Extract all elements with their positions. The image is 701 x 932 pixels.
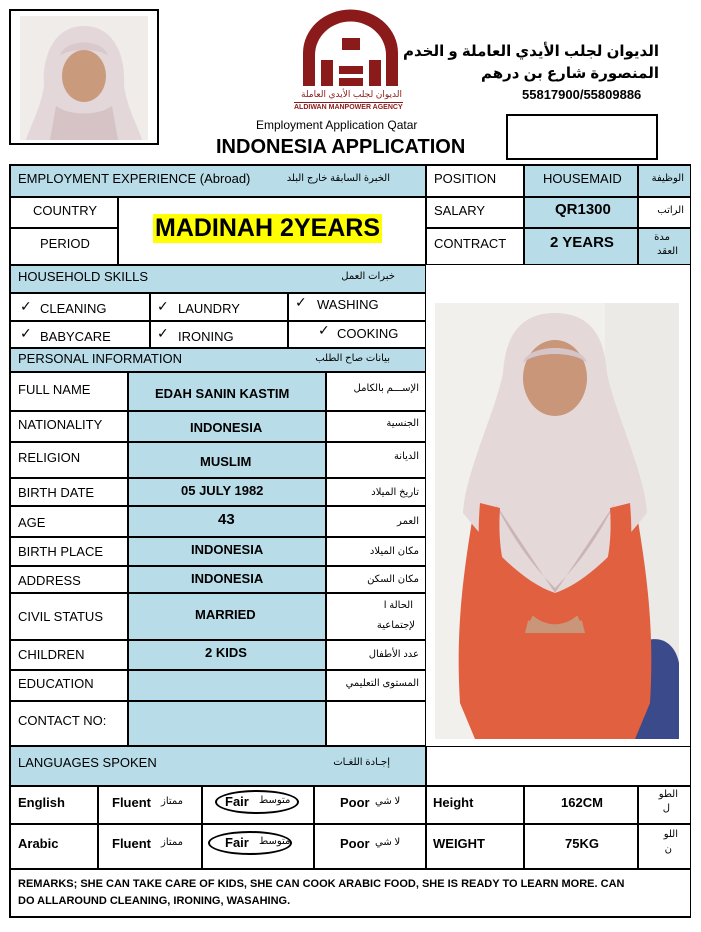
lang-arabic-poor-ar: لا شي [375,837,401,848]
weight-value-cell [524,824,638,869]
row-birth-date-ar [326,478,426,506]
children-value: 2 KIDS [205,645,247,660]
contract-ar-cell [638,228,691,265]
weight-label-ar-2: ن [664,844,672,855]
religion-label: RELIGION [18,450,81,465]
salary-ar-cell [638,197,691,228]
row-religion-value [128,442,326,478]
lang-arabic-fluent: Fluent [112,836,151,851]
agency-logo [293,8,408,113]
row-civil-status-ar [326,593,426,640]
lang-arabic-fluent-cell [98,824,202,869]
row-address-label [10,566,128,593]
row-education-value [128,670,326,701]
agency-phones: 55817900/55809886 [522,87,642,102]
position-value-cell [524,165,638,197]
birth-date-label-ar: تاريخ الميلاد [371,487,419,498]
salary-label-cell [426,197,524,228]
contract-value: 2 YEARS [550,234,614,251]
skill-cleaning-cell [10,293,150,321]
row-religion-ar [326,442,426,478]
skill-washing: WASHING [317,297,379,312]
position-label-ar: الوظيفة [651,173,684,184]
row-full-name-value [128,372,326,411]
lang-arabic-name: Arabic [18,836,59,851]
row-full-name-label [10,372,128,411]
age-value: 43 [218,511,235,528]
lang-english-fair-ar: متوسط [259,795,291,806]
check-icon: ✓ [157,325,169,341]
lang-english-fluent: Fluent [112,795,151,810]
row-civil-status-value [128,593,326,640]
lang-english-name-cell [10,786,98,824]
page-subtitle: Employment Application Qatar [256,118,418,132]
agency-arabic-line2: المنصورة شارع بن درهم [480,65,659,82]
nationality-label-ar: الجنسية [386,418,419,429]
height-label-ar-2: ل [662,803,670,814]
skill-laundry-cell [150,293,288,321]
skill-cooking-cell [288,321,426,348]
small-photo-frame [9,9,159,145]
personal-header [10,348,426,372]
row-nationality-label [10,411,128,442]
salary-label: SALARY [434,203,486,218]
skill-ironing-cell [150,321,288,348]
experience-heading: EMPLOYMENT EXPERIENCE (Abroad) [18,171,251,186]
row-civil-status-label [10,593,128,640]
row-nationality-value [128,411,326,442]
birth-date-value: 05 JULY 1982 [181,483,264,498]
experience-header [10,165,426,197]
period-label: PERIOD [40,236,90,251]
age-label-ar: العمر [397,516,419,527]
birth-place-value: INDONESIA [191,542,264,557]
lang-english-poor-cell [314,786,426,824]
height-label: Height [433,795,474,810]
agency-arabic-line1: الديوان لجلب الأيدي العاملة و الخدم [402,43,659,60]
civil-status-label-ar-1: الحالة ا [383,600,413,611]
lang-arabic-poor-cell [314,824,426,869]
lang-arabic-fair-ar: متوسط [259,836,291,847]
check-icon: ✓ [318,322,330,338]
row-birth-date-value [128,478,326,506]
row-age-label [10,506,128,537]
contact-label: CONTACT NO: [18,713,107,728]
check-icon: ✓ [20,298,32,314]
height-label-ar-1: الطو [658,789,678,800]
period-label-cell [10,228,118,265]
row-children-ar [326,640,426,670]
check-icon: ✓ [20,325,32,341]
religion-value: MUSLIM [200,454,252,469]
experience-heading-ar: الخبرة السابقة خارج البلد [286,173,390,184]
row-religion-label [10,442,128,478]
education-label-ar: المستوى التعليمي [345,678,419,689]
row-contact-label [10,701,128,746]
weight-label-ar-1: اللو [663,829,678,840]
row-age-value [128,506,326,537]
logo-mark-icon [293,8,408,98]
full-name-value: EDAH SANIN KASTIM [155,386,290,401]
address-label: ADDRESS [18,573,81,588]
civil-status-label: CIVIL STATUS [18,609,103,624]
check-icon: ✓ [157,298,169,314]
logo-arabic-text: الديوان لجلب الأيدي العاملة [301,89,402,99]
check-icon: ✓ [295,294,307,310]
row-full-name-ar [326,372,426,411]
lang-english-fluent-cell [98,786,202,824]
row-contact-value [128,701,326,746]
weight-value: 75KG [565,836,599,851]
contract-label-ar-2: العقد [657,246,678,257]
religion-label-ar: الديانة [393,451,419,462]
weight-label-cell [426,824,524,869]
civil-status-value: MARRIED [195,607,256,622]
lang-english-name: English [18,795,65,810]
row-education-ar [326,670,426,701]
row-birth-place-label [10,537,128,566]
lang-arabic-name-cell [10,824,98,869]
skills-heading-ar: خبرات العمل [341,271,395,282]
birth-place-label-ar: مكان الميلاد [369,546,419,557]
lang-english-fair: Fair [225,794,249,809]
skill-ironing: IRONING [178,329,234,344]
country-label: COUNTRY [33,203,98,218]
remarks-line-2: DO ALLAROUND CLEANING, IRONING, WASAHING. [18,895,291,907]
row-birth-date-label [10,478,128,506]
row-age-ar [326,506,426,537]
contract-label-cell [426,228,524,265]
lang-english-fluent-ar: ممتاز [161,796,184,807]
remarks-line-1: REMARKS; SHE CAN TAKE CARE OF KIDS, SHE CAN COOK ARABIC FOOD, SHE IS READY TO LEARN MORE. CAN [18,878,625,890]
address-label-ar: مكان السكن [367,574,419,585]
logo-english-text: ALDIWAN MANPOWER AGENCY [294,104,403,111]
skills-header [10,265,426,293]
full-name-label: FULL NAME [18,382,91,397]
lang-arabic-poor: Poor [340,836,370,851]
contract-label-ar-1: مدة [654,232,670,243]
position-label: POSITION [434,171,497,186]
contract-label: CONTRACT [434,236,507,251]
position-label-cell [426,165,524,197]
address-value: INDONESIA [191,571,264,586]
stamp-box [506,114,658,160]
skill-washing-cell [288,293,426,321]
full-name-label-ar: الإســـم بالكامل [353,383,419,394]
skill-babycare: BABYCARE [40,329,111,344]
page-title: INDONESIA APPLICATION [216,136,466,158]
birth-place-label: BIRTH PLACE [18,544,104,559]
age-label: AGE [18,515,46,530]
children-label-ar: عدد الأطفال [368,649,419,660]
position-ar-cell [638,165,691,197]
lang-arabic-fair-cell [202,824,314,869]
salary-value-cell [524,197,638,228]
nationality-label: NATIONALITY [18,417,103,432]
skills-heading: HOUSEHOLD SKILLS [18,269,149,284]
skill-cooking: COOKING [337,326,399,341]
applicant-small-photo [20,16,148,140]
salary-label-ar: الراتب [657,205,684,216]
lang-english-poor: Poor [340,795,370,810]
row-birth-place-value [128,537,326,566]
personal-heading-ar: بيانات صاح الطلب [315,353,390,364]
row-contact-ar [326,701,426,746]
row-address-value [128,566,326,593]
nationality-value: INDONESIA [190,420,263,435]
height-value-cell [524,786,638,824]
education-label: EDUCATION [18,676,94,691]
languages-heading-ar: إجـادة اللغـات [333,757,390,768]
contract-value-cell [524,228,638,265]
lang-english-poor-ar: لا شي [375,796,401,807]
height-value: 162CM [561,795,603,810]
country-label-cell [10,197,118,228]
skill-cleaning: CLEANING [40,301,107,316]
applicant-full-photo [435,303,679,739]
row-address-ar [326,566,426,593]
lang-arabic-fluent-ar: ممتاز [161,837,184,848]
lang-arabic-fair: Fair [225,835,249,850]
row-children-value [128,640,326,670]
languages-heading: LANGUAGES SPOKEN [18,755,157,770]
children-label: CHILDREN [18,647,85,662]
weight-ar-cell [638,824,691,869]
skill-laundry: LAUNDRY [178,301,240,316]
civil-status-label-ar-2: لإجتماعية [376,620,415,631]
row-birth-place-ar [326,537,426,566]
salary-value: QR1300 [555,201,611,218]
birth-date-label: BIRTH DATE [18,485,95,500]
height-ar-cell [638,786,691,824]
weight-label: WEIGHT [433,836,485,851]
row-education-label [10,670,128,701]
skill-babycare-cell [10,321,150,348]
experience-value: MADINAH 2YEARS [155,214,381,242]
position-value: HOUSEMAID [543,171,622,186]
experience-value-cell [118,197,426,265]
row-children-label [10,640,128,670]
lang-english-fair-cell [202,786,314,824]
row-nationality-ar [326,411,426,442]
languages-spacer [426,746,691,786]
height-label-cell [426,786,524,824]
remarks-box [10,869,691,917]
languages-header [10,746,426,786]
personal-heading: PERSONAL INFORMATION [18,351,182,366]
